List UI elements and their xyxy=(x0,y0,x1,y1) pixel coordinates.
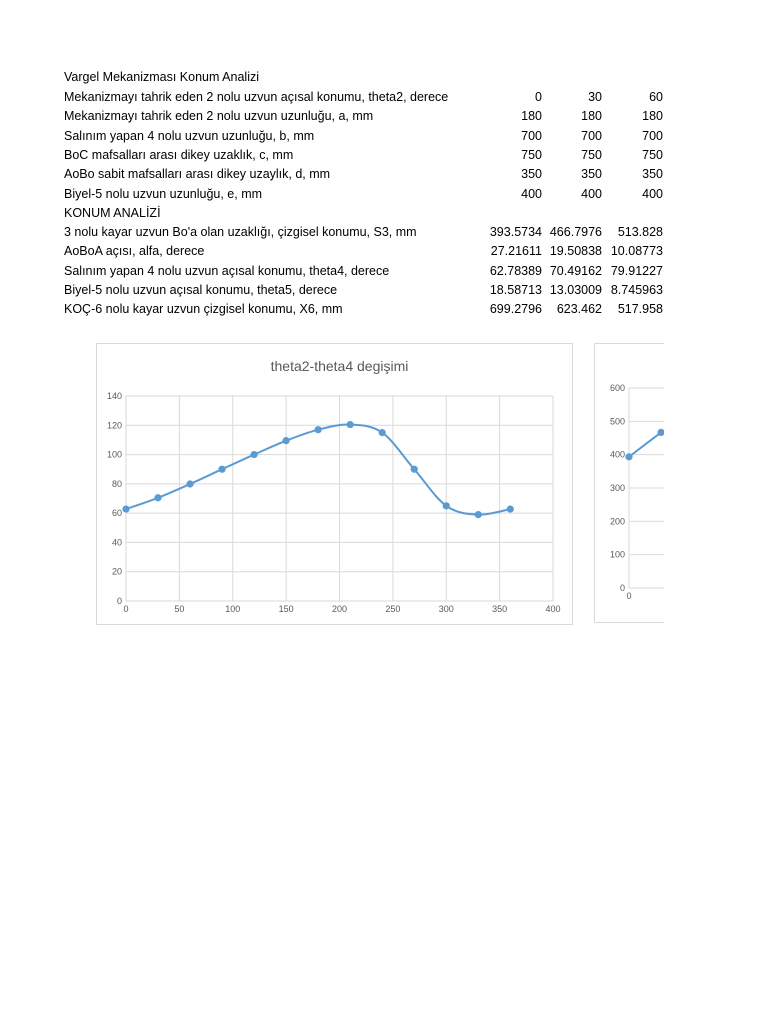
y-tick-label: 200 xyxy=(609,516,625,527)
row-label: KOÇ-6 nolu kayar uzvun çizgisel konumu, X6, mm xyxy=(64,302,343,317)
y-tick-label: 40 xyxy=(111,537,122,548)
data-point xyxy=(122,505,129,512)
table-cell[interactable]: 13.03009 xyxy=(549,283,602,297)
section-title: KONUM ANALİZİ xyxy=(64,205,161,220)
row-label: BoC mafsalları arası dikey uzaklık, c, mm xyxy=(64,147,294,162)
row-label: Biyel-5 nolu uzvun uzunluğu, e, mm xyxy=(64,186,263,201)
table-cell[interactable]: 513.828 xyxy=(617,225,663,240)
table-cell[interactable]: 750 xyxy=(581,147,602,162)
row-label: AoBoA açısı, alfa, derece xyxy=(64,244,205,259)
table-cell[interactable]: 180 xyxy=(642,109,663,124)
y-tick-label: 600 xyxy=(609,383,625,393)
x-tick-label: 400 xyxy=(545,604,561,614)
y-tick-label: 500 xyxy=(609,416,625,427)
chart-theta2-theta4[interactable] xyxy=(96,343,573,625)
row-label: Biyel-5 nolu uzvun açısal konumu, theta5, derece xyxy=(64,283,338,297)
x-tick-label: 150 xyxy=(278,604,294,614)
series-line xyxy=(629,432,661,456)
table-cell[interactable]: 30 xyxy=(588,90,602,104)
y-tick-label: 300 xyxy=(609,483,625,493)
y-tick-label: 400 xyxy=(609,449,625,460)
y-tick-label: 120 xyxy=(106,420,122,431)
table-cell[interactable]: 466.7976 xyxy=(549,225,602,240)
data-point xyxy=(507,505,514,512)
chart-s3-partial[interactable] xyxy=(594,343,664,623)
series-line xyxy=(126,424,510,514)
table-cell[interactable]: 699.2796 xyxy=(489,302,542,317)
table-cell[interactable]: 10.08773 xyxy=(610,244,663,259)
data-point xyxy=(475,511,482,518)
table-cell[interactable]: 700 xyxy=(642,128,663,143)
table-cell[interactable]: 750 xyxy=(521,147,542,162)
table-cell[interactable]: 19.50838 xyxy=(549,244,602,259)
row-label: 3 nolu kayar uzvun Bo'a olan uzaklığı, çizgisel konumu, S3, mm xyxy=(64,225,417,240)
x-tick-label: 300 xyxy=(438,604,454,614)
table-cell[interactable]: 350 xyxy=(521,167,542,182)
table-cell[interactable]: 400 xyxy=(642,186,663,201)
data-point xyxy=(154,494,161,501)
table-cell[interactable]: 400 xyxy=(581,186,602,201)
y-tick-label: 80 xyxy=(111,478,122,489)
data-point xyxy=(218,466,225,473)
row-label: Mekanizmayı tahrik eden 2 nolu uzvun açısal konumu, theta2, derece xyxy=(64,90,449,104)
table-cell[interactable]: 517.958 xyxy=(617,302,663,317)
table-cell[interactable]: 623.462 xyxy=(556,302,602,317)
y-tick-label: 100 xyxy=(609,549,625,560)
row-label: Salınım yapan 4 nolu uzvun açısal konumu, theta4, derece xyxy=(64,263,390,278)
data-point xyxy=(443,502,450,509)
x-tick-label: 50 xyxy=(174,604,185,614)
x-tick-label: 0 xyxy=(626,591,632,601)
y-tick-label: 0 xyxy=(619,583,625,593)
table-cell[interactable]: 18.58713 xyxy=(489,283,542,297)
chart-s3-partial-svg xyxy=(595,344,664,622)
row-label: Mekanizmayı tahrik eden 2 nolu uzvun uzunluğu, a, mm xyxy=(64,109,374,124)
data-point xyxy=(347,421,354,428)
sheet-title: Vargel Mekanizması Konum Analizi xyxy=(64,70,259,84)
table-cell[interactable]: 8.745963 xyxy=(610,283,663,297)
chart-title: theta2-theta4 degişimi xyxy=(270,358,409,374)
table-cell[interactable]: 350 xyxy=(581,167,602,182)
table-cell[interactable]: 750 xyxy=(642,147,663,162)
y-tick-label: 0 xyxy=(116,596,122,606)
data-point xyxy=(315,426,322,433)
table-cell[interactable]: 400 xyxy=(521,186,542,201)
chart-theta2-theta4-svg xyxy=(97,344,572,624)
data-point xyxy=(379,429,386,436)
table-cell[interactable]: 62.78389 xyxy=(489,263,542,278)
table-cell[interactable]: 0 xyxy=(535,90,542,104)
y-tick-label: 100 xyxy=(106,449,122,460)
row-label: Salınım yapan 4 nolu uzvun uzunluğu, b, mm xyxy=(64,128,315,143)
row-label: AoBo sabit mafsalları arası dikey uzaylık, d, mm xyxy=(64,167,331,182)
data-point xyxy=(411,466,418,473)
table-cell[interactable]: 700 xyxy=(521,128,542,143)
x-tick-label: 200 xyxy=(331,604,348,614)
table-cell[interactable]: 27.21611 xyxy=(490,244,542,259)
x-tick-label: 350 xyxy=(492,604,508,614)
y-tick-label: 140 xyxy=(106,391,122,401)
data-point xyxy=(283,437,290,444)
table-cell[interactable]: 393.5734 xyxy=(489,225,542,240)
data-point xyxy=(625,453,632,460)
table-cell[interactable]: 350 xyxy=(642,167,663,182)
data-point xyxy=(186,480,193,487)
table-cell[interactable]: 700 xyxy=(581,128,602,143)
x-tick-label: 100 xyxy=(225,604,241,614)
x-tick-label: 250 xyxy=(385,604,401,614)
table-cell[interactable]: 70.49162 xyxy=(549,263,602,278)
x-tick-label: 0 xyxy=(123,604,129,614)
y-tick-label: 60 xyxy=(111,508,122,519)
table-cell[interactable]: 60 xyxy=(649,90,663,104)
table-cell[interactable]: 180 xyxy=(521,109,542,124)
y-tick-label: 20 xyxy=(111,566,122,577)
data-point xyxy=(251,451,258,458)
table-cell[interactable]: 180 xyxy=(581,109,602,124)
table-cell[interactable]: 79.91227 xyxy=(610,263,663,278)
